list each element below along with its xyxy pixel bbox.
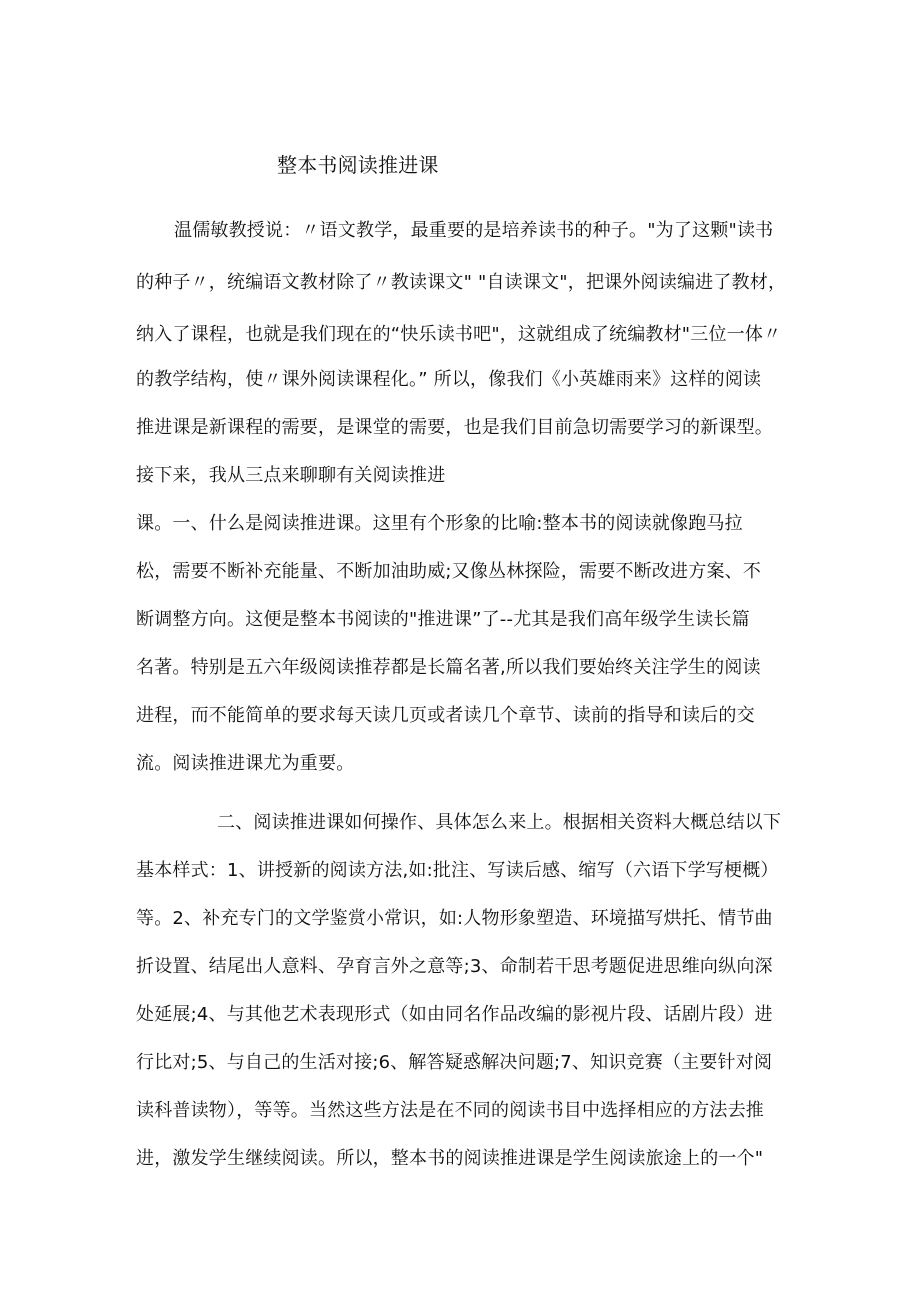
paragraph-line: 课。一、什么是阅读推进课。这里有个形象的比喻:整本书的阅读就像跑马拉 <box>136 513 743 534</box>
paragraph-line: 名著。特别是五六年级阅读推荐都是长篇名著,所以我们要始终关注学生的阅读 <box>136 657 761 678</box>
paragraph-line: 的教学结构，使〃课外阅读课程化。” 所以，像我们《小英雄雨来》这样的阅读 <box>136 369 762 390</box>
paragraph-line: 等。2、补充专门的文学鉴赏小常识，如:人物形象塑造、环境描写烘托、情节曲 <box>136 908 773 929</box>
paragraph-line: 进程，而不能简单的要求每天读几页或者读几个章节、读前的指导和读后的交 <box>136 705 755 726</box>
paragraph-line: 行比对;5、与自己的生活对接;6、解答疑惑解决问题;7、知识竞赛（主要针对阅 <box>136 1052 773 1073</box>
paragraph-line: 读科普读物），等等。当然这些方法是在不同的阅读书目中选择相应的方法去推 <box>136 1100 764 1121</box>
paragraph-line: 接下来，我从三点来聊聊有关阅读推进 <box>136 465 446 486</box>
paragraph-line: 二、阅读推进课如何操作、具体怎么来上。根据相关资料大概总结以下 <box>217 812 782 833</box>
paragraph-line: 推进课是新课程的需要，是课堂的需要，也是我们目前急切需要学习的新课型。 <box>136 417 773 438</box>
paragraph-line: 断调整方向。这便是整本书阅读的"推进课”了--尤其是我们高年级学生读长篇 <box>136 609 750 630</box>
paragraph-line: 基本样式：1、讲授新的阅读方法,如:批注、写读后感、缩写（六语下学写梗概） <box>136 860 779 881</box>
paragraph-line: 处延展;4、与其他艺术表现形式（如由同名作品改编的影视片段、话剧片段）进 <box>136 1004 773 1025</box>
paragraph-line: 温儒敏教授说：〃语文教学，最重要的是培养读书的种子。"为了这颗"读书 <box>174 220 774 241</box>
paragraph-line: 进，激发学生继续阅读。所以，整本书的阅读推进课是学生阅读旅途上的一个" <box>136 1148 764 1169</box>
document-title: 整本书阅读推进课 <box>277 153 439 177</box>
paragraph-line: 流。阅读推进课尤为重要。 <box>136 753 355 774</box>
paragraph-line: 纳入了课程，也就是我们现在的“快乐读书吧"，这就组成了统编教材"三位一体〃 <box>136 324 782 345</box>
paragraph-line: 折设置、结尾出人意料、孕育言外之意等;3、命制若干思考题促进思维向纵向深 <box>136 956 773 977</box>
paragraph-line: 松，需要不断补充能量、不断加油助威;又像丛林探险，需要不断改进方案、不 <box>136 561 762 582</box>
paragraph-line: 的种子〃，统编语文教材除了〃教读课文" "自读课文"，把课外阅读编进了教材， <box>136 272 787 293</box>
